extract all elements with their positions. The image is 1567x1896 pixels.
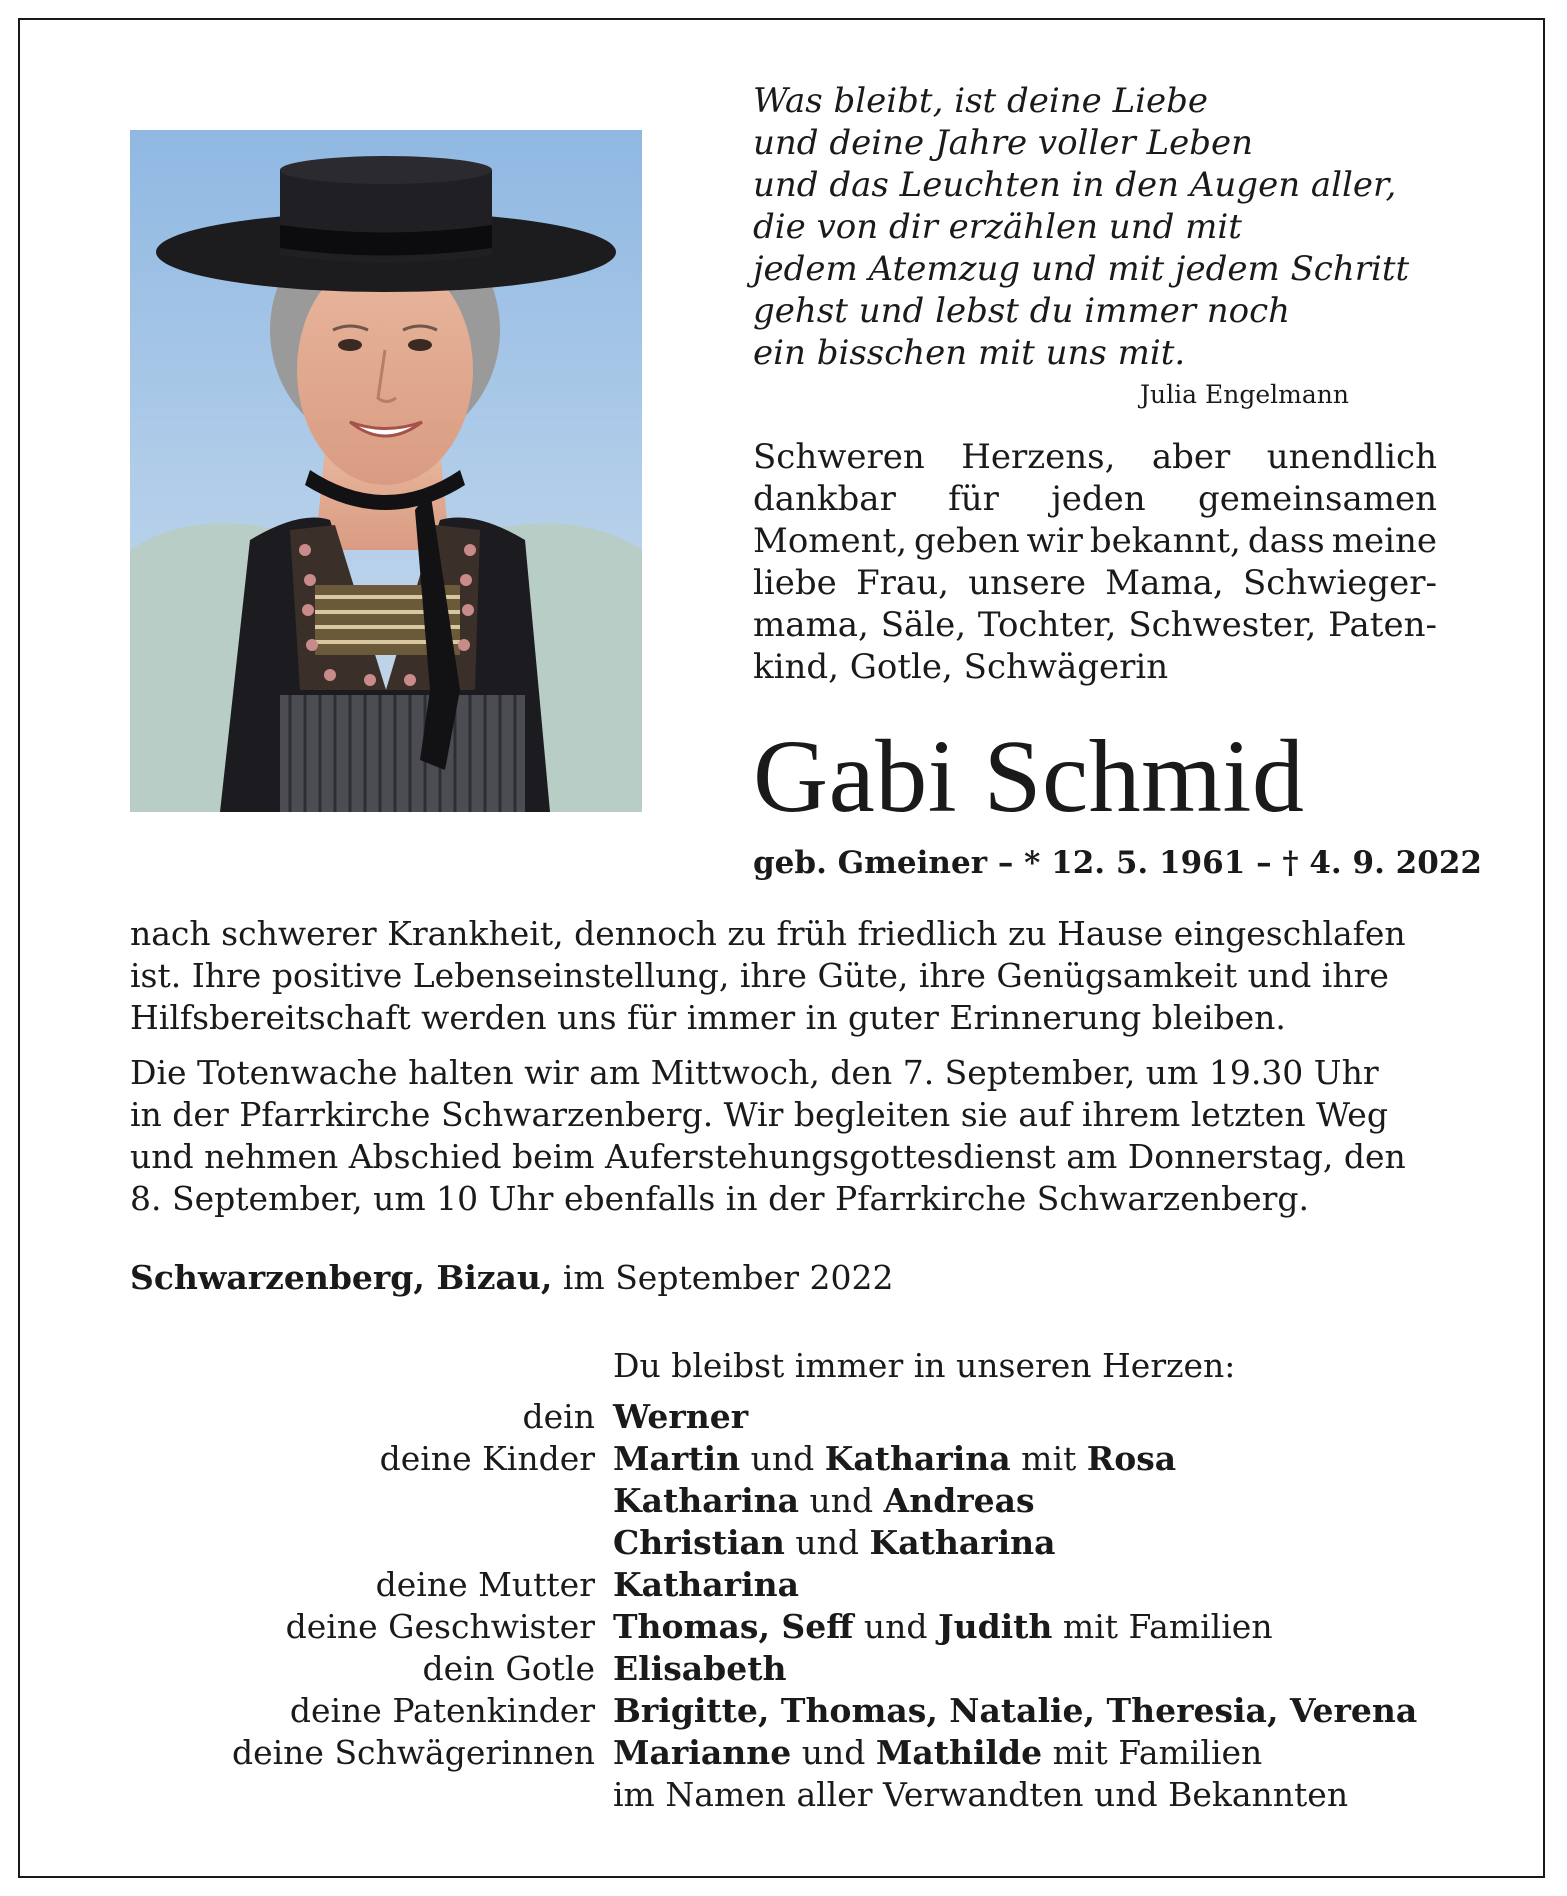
mourner-names (613, 1396, 1530, 1438)
intro-word: geben (913, 521, 1020, 561)
life-dates: geb. Gmeiner – * 12. 5. 1961 – † 4. 9. 2022 (753, 845, 1482, 881)
paragraph-line: Hilfsbereitschaft werden uns für immer in guter Erinnerung bleiben. (130, 998, 1286, 1037)
mourner-names (613, 1564, 1530, 1606)
mourner-relation: deine Mutter (375, 1565, 595, 1604)
mourner-row (130, 1480, 1530, 1522)
mourner-relation (130, 1774, 613, 1816)
paragraph-service (130, 1052, 1440, 1220)
mourner-name: Katharina (613, 1481, 799, 1520)
intro-word: unendlich (1266, 437, 1437, 477)
mourners-heading: Du bleibst immer in unseren Herzen: (613, 1346, 1236, 1385)
intro-word: dankbar (753, 479, 896, 519)
mourners-list (130, 1396, 1530, 1816)
deceased-name: Gabi Schmid (753, 719, 1305, 834)
mourner-connector: und (784, 1523, 870, 1562)
paragraph-line: in der Pfarrkirche Schwarzenberg. Wir begleiten sie auf ihrem letzten Weg (130, 1095, 1388, 1134)
intro-word: unsere (968, 563, 1086, 603)
intro-word: jeden (1051, 479, 1146, 519)
mourner-row (130, 1564, 1530, 1606)
mourner-row (130, 1732, 1530, 1774)
mourner-connector: und (740, 1439, 825, 1478)
mourner-connector: im Namen aller Verwandten und Bekannten (613, 1775, 1349, 1814)
paragraph-line: nach schwerer Krankheit, dennoch zu früh friedlich zu Hause eingeschlafen (130, 914, 1406, 953)
mourner-name: Martin (613, 1439, 741, 1478)
mourner-name: Elisabeth (613, 1649, 787, 1688)
place-names: Schwarzenberg, Bizau, (130, 1258, 553, 1297)
intro-word: gemeinsamen (1198, 479, 1437, 519)
poem-line: Was bleibt, ist deine Liebe (753, 81, 1209, 121)
intro-word: für (948, 479, 999, 519)
paragraph-line: ist. Ihre positive Lebenseinstellung, ihre Güte, ihre Genügsamkeit und ihre (130, 956, 1389, 995)
mourner-row (130, 1396, 1530, 1438)
mourner-connector: mit Familien (1052, 1607, 1273, 1646)
intro-word: kind, Gotle, Schwägerin (753, 647, 1169, 687)
intro-line (753, 436, 1437, 478)
mourner-connector: und (798, 1481, 884, 1520)
mourner-names (613, 1606, 1530, 1648)
mourner-row (130, 1438, 1530, 1480)
mourner-row (130, 1648, 1530, 1690)
mourner-name: Katharina (824, 1439, 1011, 1478)
mourner-names (613, 1774, 1530, 1816)
place-and-date (130, 1258, 893, 1297)
mourner-relation: dein (522, 1397, 595, 1436)
mourner-name: Werner (613, 1397, 749, 1436)
mourner-relation: deine Schwägerinnen (231, 1733, 595, 1772)
mourner-connector: und (853, 1607, 938, 1646)
mourner-name: Mathilde (875, 1733, 1043, 1772)
mourner-name: Katharina (613, 1565, 799, 1604)
poem (753, 80, 1453, 374)
intro-word: dass (1247, 521, 1325, 561)
mourner-row (130, 1690, 1530, 1732)
intro-word: Moment, (753, 521, 908, 561)
intro-word: Schwester, (1128, 605, 1317, 645)
mourner-name: Rosa (1086, 1439, 1177, 1478)
intro-text (753, 436, 1437, 688)
intro-word: wir (1026, 521, 1083, 561)
mourner-relation: dein Gotle (422, 1649, 595, 1688)
intro-word: Schweren (753, 437, 925, 477)
paragraph-line: Die Totenwache halten wir am Mittwoch, den 7. September, um 19.30 Uhr (130, 1053, 1379, 1092)
intro-line (753, 604, 1437, 646)
mourner-relation (130, 1480, 613, 1522)
portrait-photo (130, 130, 642, 812)
mourner-name: Marianne (613, 1733, 792, 1772)
mourner-name: Judith (937, 1607, 1053, 1646)
paragraph-line: 8. September, um 10 Uhr ebenfalls in der Pfarrkirche Schwarzenberg. (130, 1179, 1309, 1218)
mourner-row (130, 1522, 1530, 1564)
poem-line: die von dir erzählen und mit (753, 207, 1242, 247)
poem-line: gehst und lebst du immer noch (753, 291, 1291, 331)
mourner-name: Christian (613, 1523, 785, 1562)
intro-word: aber (1151, 437, 1231, 477)
mourner-names (613, 1438, 1530, 1480)
poem-line: jedem Atemzug und mit jedem Schritt (753, 249, 1410, 289)
mourner-connector: mit (1010, 1439, 1087, 1478)
mourner-names (613, 1648, 1530, 1690)
mourner-relation: deine Geschwister (285, 1607, 595, 1646)
mourner-connector: mit Familien (1042, 1733, 1263, 1772)
mourner-names (613, 1522, 1530, 1564)
poem-line: und das Leuchten in den Augen aller, (753, 165, 1397, 205)
poem-line: und deine Jahre voller Leben (753, 123, 1254, 163)
intro-word: Frau, (856, 563, 949, 603)
paragraph-passing (130, 913, 1440, 1039)
poem-line: ein bisschen mit uns mit. (753, 333, 1186, 373)
mourner-names (613, 1690, 1530, 1732)
paragraph-line: und nehmen Abschied beim Auferstehungsgottesdienst am Donnerstag, den (130, 1137, 1406, 1176)
intro-word: bekannt, (1089, 521, 1241, 561)
intro-word: Paten- (1328, 605, 1437, 645)
mourner-names (613, 1480, 1530, 1522)
intro-line (753, 562, 1437, 604)
mourner-relation: deine Patenkinder (289, 1691, 595, 1730)
mourner-row (130, 1606, 1530, 1648)
mourner-name: Andreas (883, 1481, 1035, 1520)
intro-word: Schwieger- (1243, 563, 1437, 603)
intro-word: liebe (753, 563, 837, 603)
mourner-name: Thomas, Seff (613, 1607, 854, 1646)
mourner-relation (130, 1522, 613, 1564)
poem-author: Julia Engelmann (1140, 380, 1349, 409)
mourner-relation: deine Kinder (379, 1439, 595, 1478)
intro-word: mama, (753, 605, 869, 645)
intro-word: Mama, (1105, 563, 1224, 603)
intro-line (753, 520, 1437, 562)
mourner-names (613, 1732, 1530, 1774)
intro-line (753, 478, 1437, 520)
intro-line (753, 646, 1437, 688)
mourner-name: Brigitte, Thomas, Natalie, Theresia, Verena (613, 1691, 1418, 1730)
place-date: im September 2022 (552, 1258, 894, 1297)
mourner-row (130, 1774, 1530, 1816)
mourner-connector: und (791, 1733, 876, 1772)
intro-word: Säle, (880, 605, 967, 645)
intro-word: Herzens, (961, 437, 1116, 477)
mourner-name: Katharina (869, 1523, 1056, 1562)
intro-word: Tochter, (977, 605, 1117, 645)
intro-word: meine (1331, 521, 1437, 561)
